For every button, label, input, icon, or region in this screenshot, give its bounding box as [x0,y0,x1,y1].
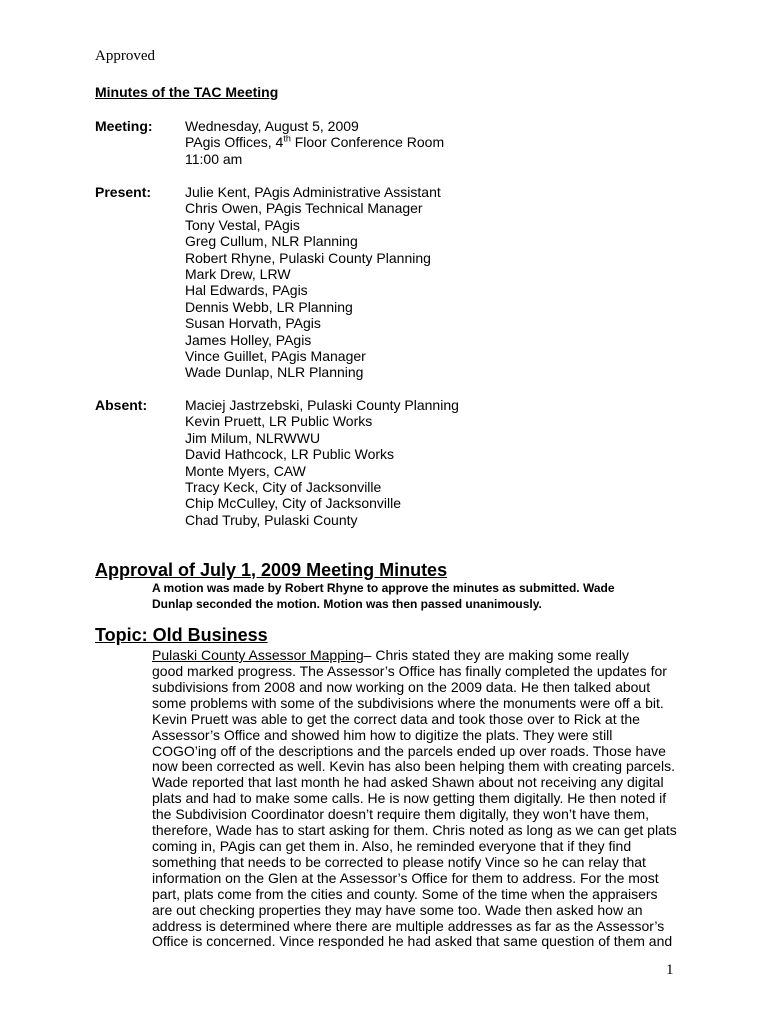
body-line: Office is concerned. Vince responded he had asked that same question of them and [152,933,673,950]
attendee: Vince Guillet, PAgis Manager [185,348,366,365]
absentee: David Hathcock, LR Public Works [185,446,395,463]
topic-title: Pulaski County Assessor Mapping [152,647,364,663]
body-line: information on the Glen at the Assessor’s Office for them to address. For the most [152,869,659,886]
body-line: subdivisions from 2008 and now working on the 2009 data. He then talked about [152,678,651,695]
meeting-label: Meeting: [95,118,153,134]
absentee: Chad Truby, Pulaski County [185,511,358,528]
old-business-body [152,664,677,950]
attendee: James Holley, PAgis [185,331,312,348]
attendee: Susan Horvath, PAgis [185,315,321,332]
body-line: Assessor’s Office and showed him how to digitize the plats. They were still [152,726,613,743]
meeting-location: PAgis Offices, 4th Floor Conference Room [185,133,445,151]
body-line: something that needs to be corrected to please notify Vince so he can relay that [152,853,646,870]
attendee: Dennis Webb, LR Planning [185,298,353,315]
attendee: Mark Drew, LRW [185,266,291,283]
absentee: Maciej Jastrzebski, Pulaski County Planning [185,397,459,413]
attendee: Julie Kent, PAgis Administrative Assistant [185,184,441,200]
body-line: good marked progress. The Assessor’s Office has finally completed the updates for [152,663,667,679]
present-label: Present: [95,184,152,200]
body-line: some problems with some of the subdivisions where the monuments were off a bit. [152,694,664,711]
absentee: Tracy Keck, City of Jacksonville [185,479,382,496]
absentee: Chip McCulley, City of Jacksonville [185,495,402,512]
attendee: Wade Dunlap, NLR Planning [185,364,364,381]
attendee: Chris Owen, PAgis Technical Manager [185,200,423,217]
page-number: 1 [666,962,674,978]
body-line: Wade reported that last month he had asked Shawn about not receiving any digital [152,774,664,791]
meeting-date: Wednesday, August 5, 2009 [185,118,359,134]
absent-list [185,397,459,528]
absent-label: Absent: [95,397,148,413]
body-line: plats and had to make some calls. He is now getting them digitally. He then noted if [152,790,667,807]
body-line: are out checking properties they may have some too. Wade then asked how an [152,901,643,918]
old-business-heading: Topic: Old Business [95,625,268,645]
absentee: Jim Milum, NLRWWU [185,429,321,446]
body-line: COGO’ing off of the descriptions and the parcels ended up over roads. Those have [152,742,666,759]
old-business-first-line: Pulaski County Assessor Mapping– Chris stated they are making some really [152,647,630,663]
body-line: Kevin Pruett was able to get the correct data and took those over to Rick at the [152,710,640,727]
body-line: address is determined where there are multiple addresses as far as the Assessor’s [152,917,665,934]
present-list [185,184,441,381]
document-title: Minutes of the TAC Meeting [95,84,279,100]
meeting-time: 11:00 am [185,150,243,167]
attendee: Robert Rhyne, Pulaski County Planning [185,249,431,266]
approval-motion [152,581,652,612]
body-line: now been corrected as well. Kevin has also been helping them with creating parcels. [152,758,675,775]
approval-heading: Approval of July 1, 2009 Meeting Minutes [95,560,448,580]
attendee: Greg Cullum, NLR Planning [185,233,358,250]
body-line: therefore, Wade has to start asking for them. Chris noted as long as we can get plats [152,822,677,839]
meeting-details [185,118,444,167]
absentee: Monte Myers, CAW [185,462,306,479]
absentee: Kevin Pruett, LR Public Works [185,413,373,430]
body-line: part, plats come from the cities and county. Some of the time when the appraisers [152,885,658,902]
body-line: coming in, PAgis can get them in. Also, he reminded everyone that if they find [152,837,632,854]
motion-line: Dunlap seconded the motion. Motion was then passed unanimously. [152,596,542,611]
attendee: Hal Edwards, PAgis [185,282,308,299]
approval-status: Approved [95,48,155,64]
body-line: the Subdivision Coordinator doesn’t require them digitally, they won’t have them, [152,806,650,823]
motion-line: A motion was made by Robert Rhyne to approve the minutes as submitted. Wade [152,581,615,595]
attendee: Tony Vestal, PAgis [185,216,300,233]
